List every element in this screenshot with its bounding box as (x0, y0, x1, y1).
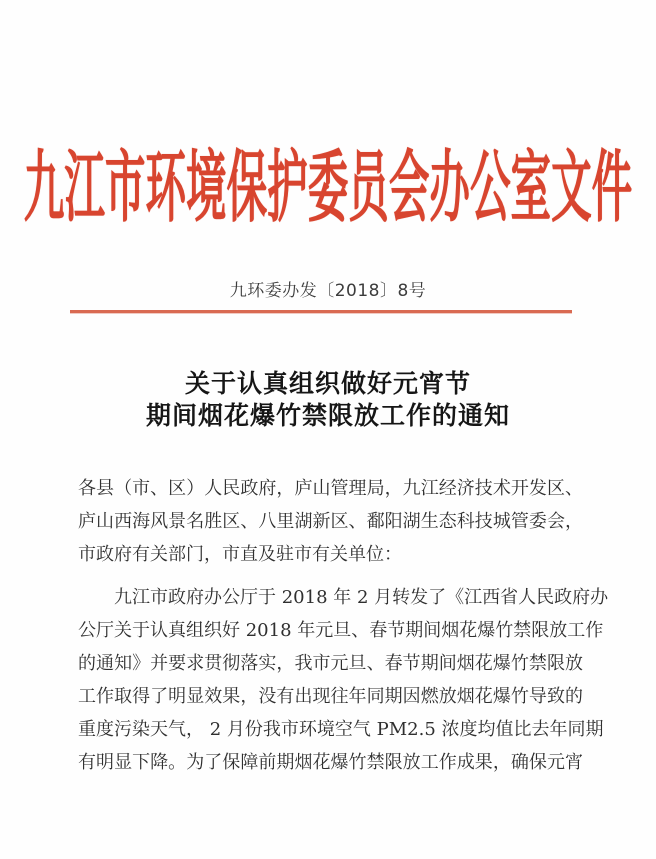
document-title-line: 期间烟花爆竹禁限放工作的通知 (145, 401, 510, 430)
recipient-line: 市政府有关部门，市直及驻市有关单位： (78, 544, 402, 565)
document-number: 九环委办发〔2018〕8号 (229, 281, 427, 301)
recipient-line: 庐山西海风景名胜区、八里湖新区、鄱阳湖生态科技城管委会， (78, 511, 583, 532)
document-body (78, 472, 609, 779)
red-separator-line (70, 310, 572, 313)
body-line: 九江市政府办公厅于 2018 年 2 月转发了《江西省人民政府办 (78, 587, 609, 608)
body-line: 公厅关于认真组织好 2018 年元旦、春节期间烟花爆竹禁限放工作 (78, 620, 604, 641)
body-line: 的通知》并要求贯彻落实，我市元旦、春节期间烟花爆竹禁限放 (78, 653, 583, 674)
document-header (0, 144, 656, 232)
document-title (0, 368, 656, 432)
recipient-line: 各县（市、区）人民政府，庐山管理局，九江经济技术开发区、 (78, 478, 583, 499)
body-line: 重度污染天气， 2 月份我市环境空气 PM2.5 浓度均值比去年同期 (78, 719, 604, 740)
body-line: 工作取得了明显效果，没有出现往年同期因燃放烟花爆竹导致的 (78, 686, 583, 707)
body-line: 有明显下降。为了保障前期烟花爆竹禁限放工作成果，确保元宵 (78, 752, 583, 773)
document-title-line: 关于认真组织做好元宵节 (184, 369, 471, 398)
agency-header-title: 九江市环境保护委员会办公室文件 (23, 142, 633, 233)
